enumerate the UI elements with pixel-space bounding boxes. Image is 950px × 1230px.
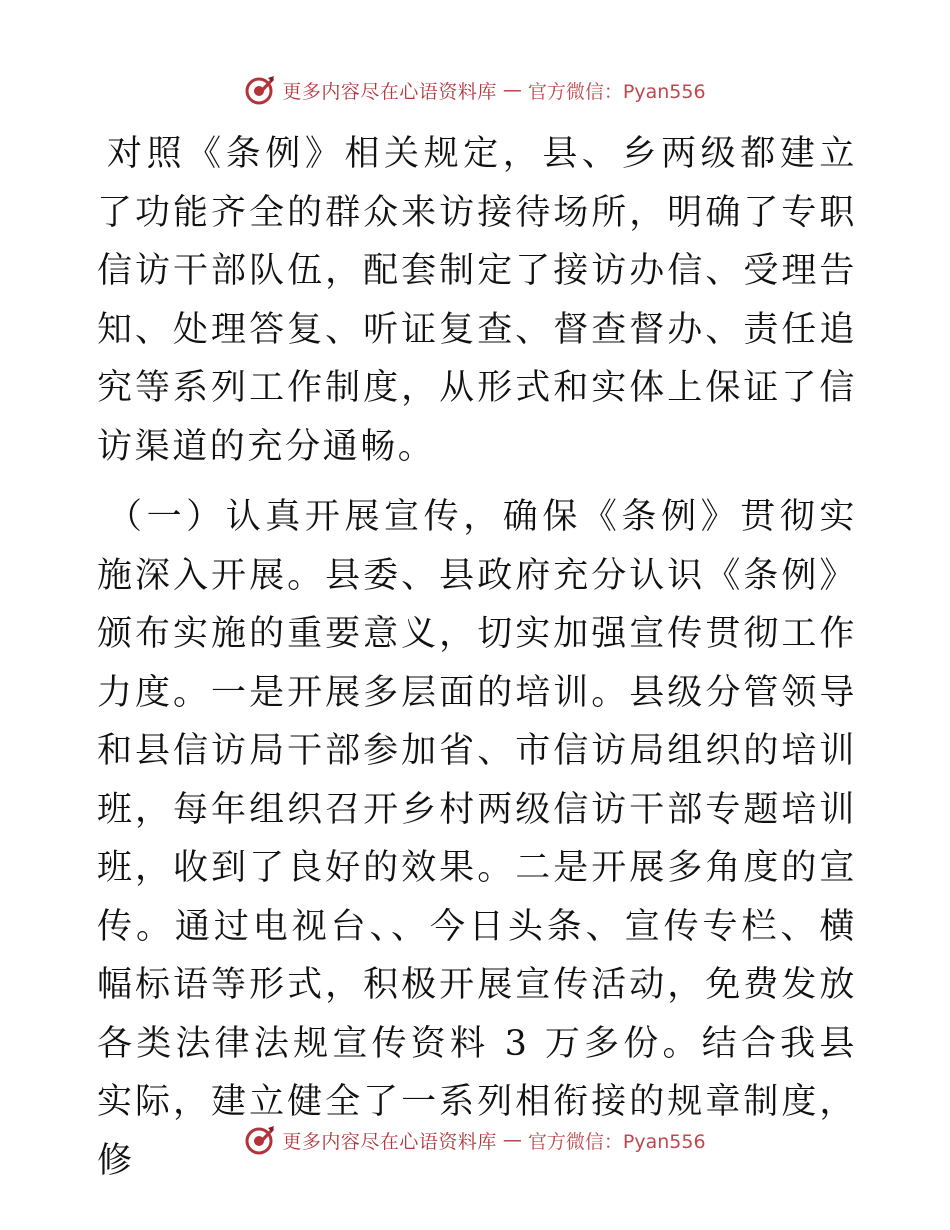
- footer-banner-inner: [244, 1124, 705, 1156]
- header-banner-inner: [244, 74, 705, 106]
- quill-logo-icon: [244, 74, 276, 106]
- document-body: [97, 125, 857, 1190]
- footer-banner-text: 更多内容尽在心语资料库: [282, 1130, 497, 1153]
- header-wechat-text: 官方微信：Pyan556: [527, 80, 706, 103]
- header-banner-separator: —: [502, 79, 522, 101]
- paragraph-2: （一）认真开展宣传，确保《条例》贯彻实施深入开展。县委、县政府充分认识《条例》颁布实施的重要意义，切实加强宣传贯彻工作力度。一是开展多层面的培训。县级分管领导和县信访局干部参加省、市信访局组织的培训班，每年组织召开乡村两级信访干部专题培训班，收到了良好的效果。二是开展多角度的宣传。通过电视台、、今日头条、宣传专栏、横幅标语等形式，积极开展宣传活动，免费发放各类法律法规宣传资料 3 万多份。结合我县实际，建立健全了一系列相衔接的规章制度，修: [97, 497, 857, 1181]
- footer-banner-separator: —: [502, 1129, 522, 1151]
- header-banner-text: 更多内容尽在心语资料库: [282, 80, 497, 103]
- footer-banner: [0, 1120, 950, 1160]
- quill-logo-icon: [244, 1124, 276, 1156]
- paragraph-1: 对照《条例》相关规定，县、乡两级都建立了功能齐全的群众来访接待场所，明确了专职信访干部队伍，配套制定了接访办信、受理告知、处理答复、听证复查、督查督办、责任追究等系列工作制度，从形式和实体上保证了信访渠道的充分通畅。: [97, 134, 857, 467]
- header-banner: [0, 70, 950, 110]
- footer-wechat-text: 官方微信：Pyan556: [527, 1130, 706, 1153]
